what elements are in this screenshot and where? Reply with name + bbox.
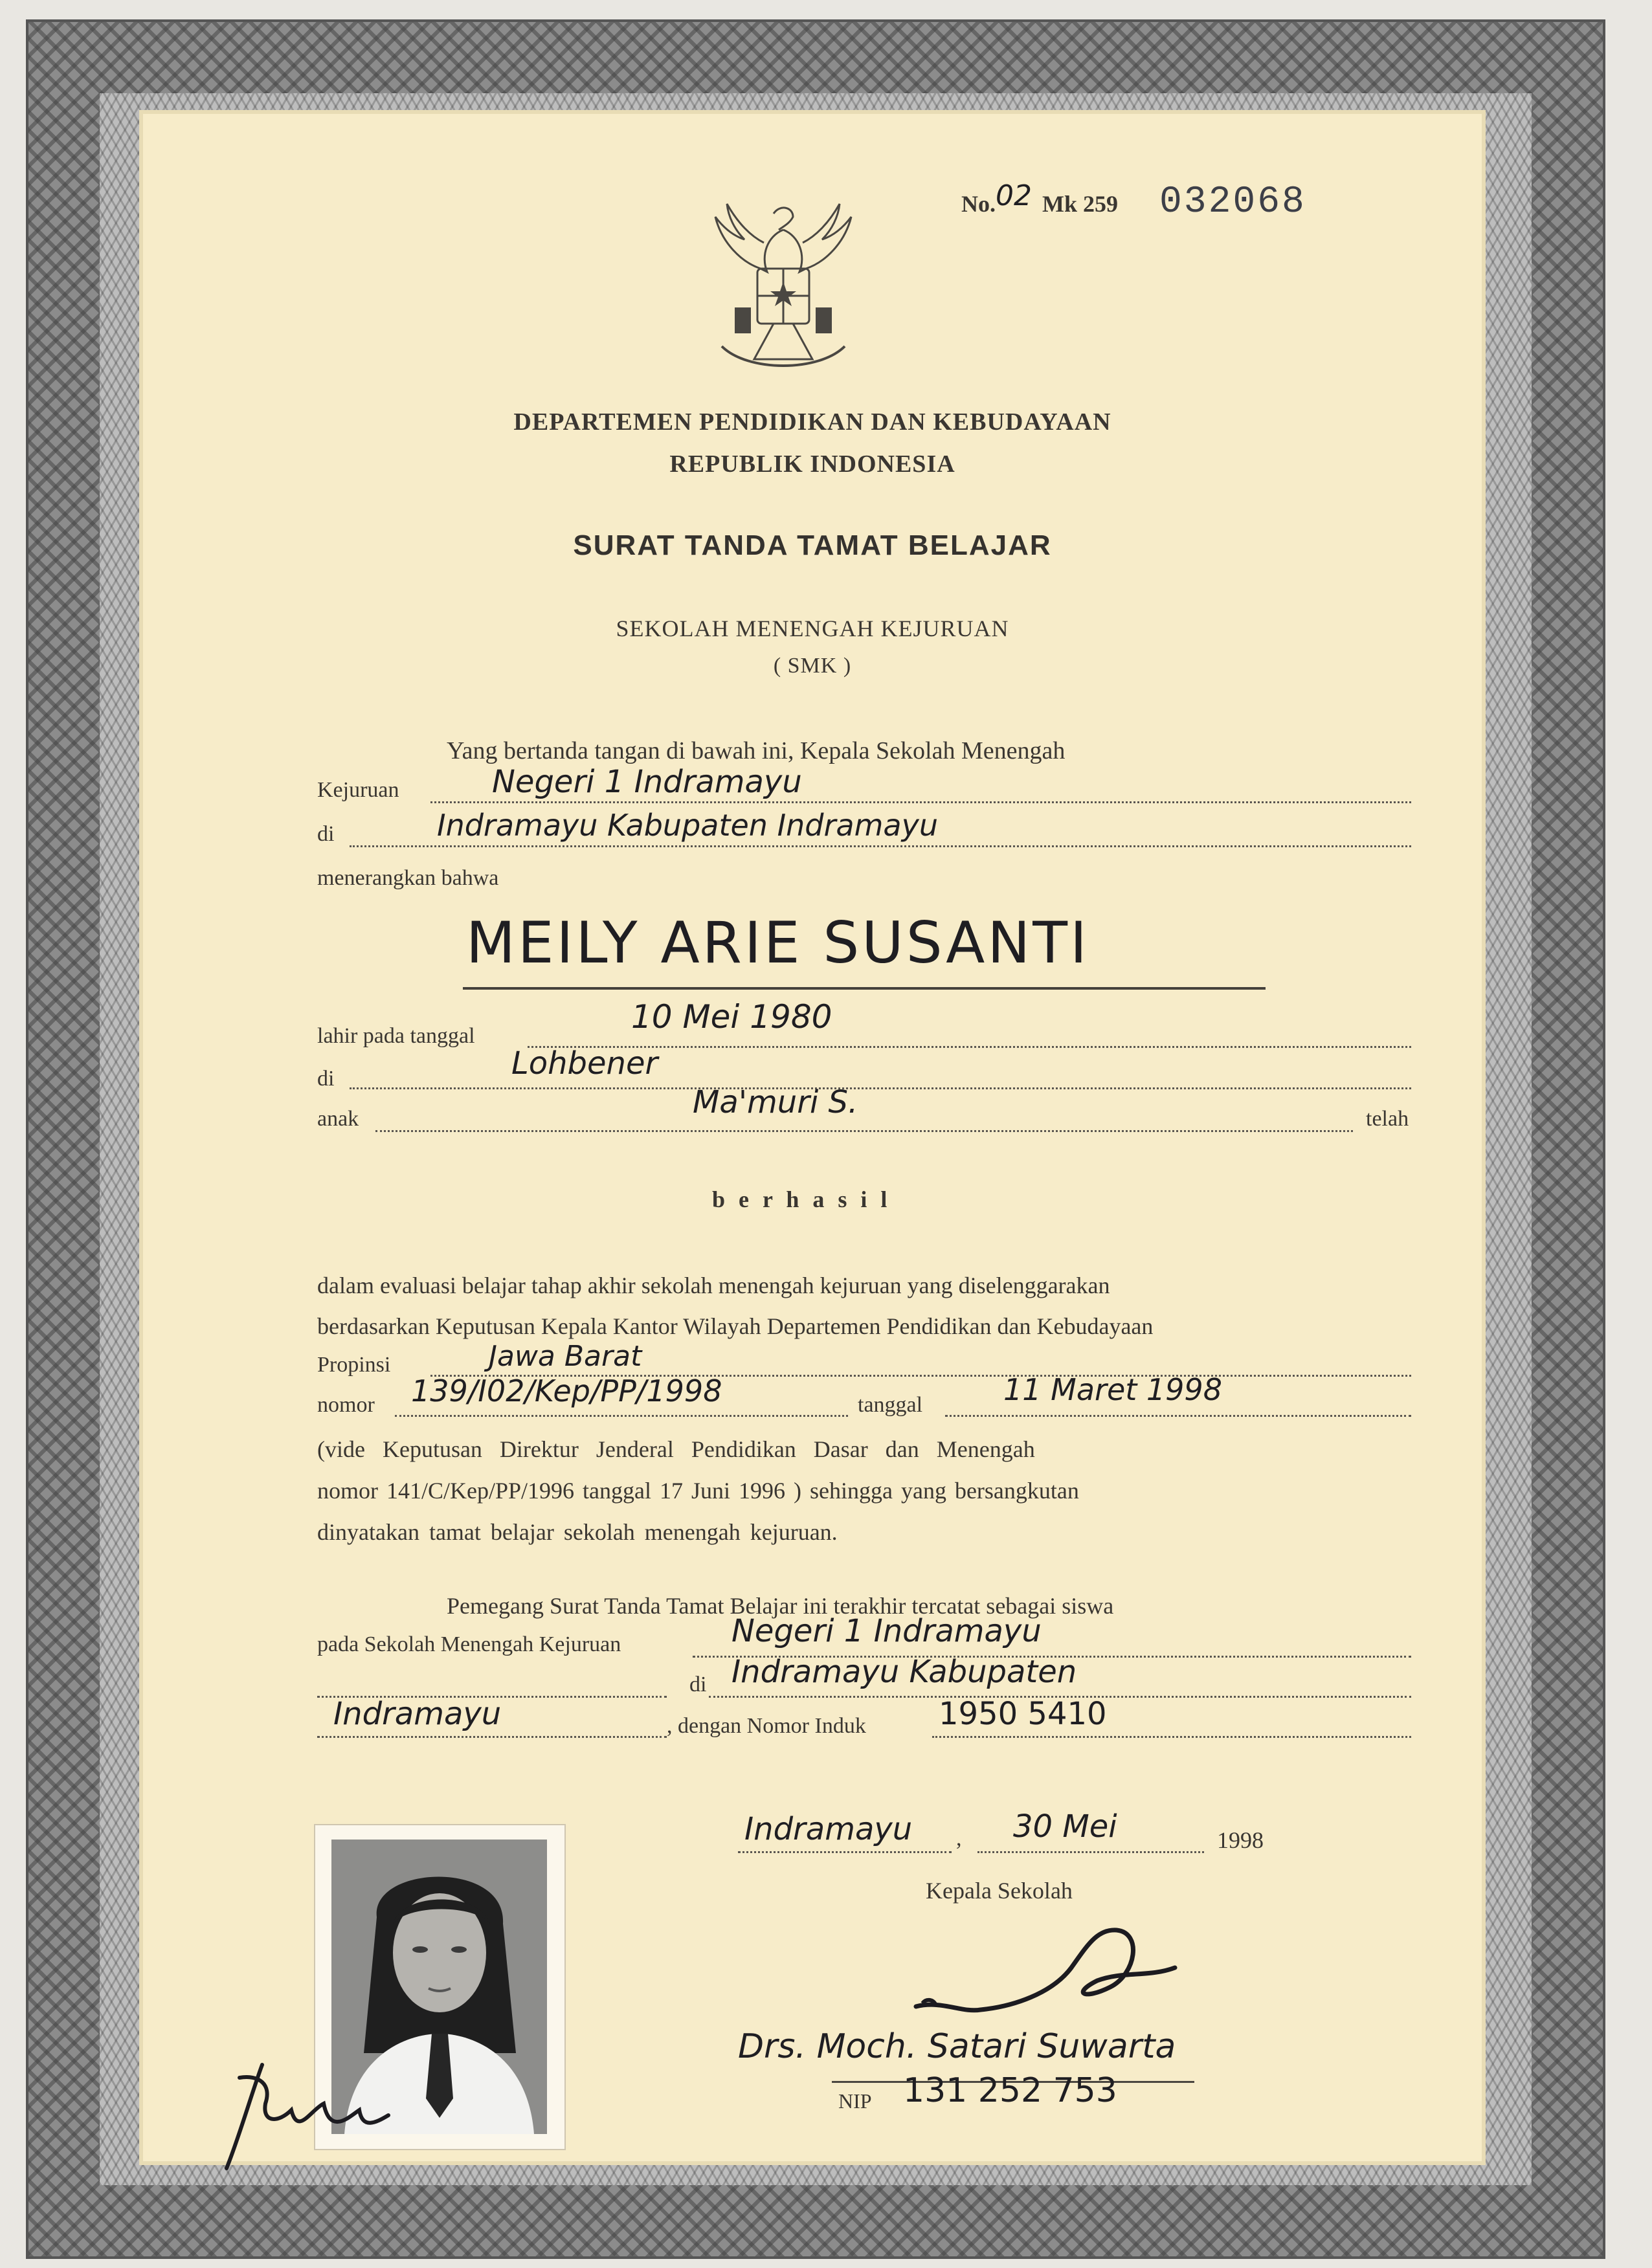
- dotted-line: [375, 1130, 1353, 1132]
- nomor-label: nomor: [317, 1393, 375, 1417]
- dotted-line: [317, 1736, 667, 1738]
- nip-label: NIP: [838, 2089, 872, 2113]
- intro-line: Yang bertanda tangan di bawah ini, Kepala Sekolah Menengah: [447, 737, 1066, 764]
- birth-place: Lohbener: [511, 1045, 658, 1082]
- nomor-value: 139/I02/Kep/PP/1998: [411, 1373, 722, 1408]
- vide-line-1: (vide Keputusan Direktur Jenderal Pendidikan Dasar dan Menengah: [317, 1436, 1035, 1462]
- dotted-line: [350, 1087, 1411, 1089]
- vide-line-2: nomor 141/C/Kep/PP/1996 tanggal 17 Juni 1996 ) sehingga yang bersangkutan: [317, 1478, 1079, 1504]
- kejuruan-value: Negeri 1 Indramayu: [492, 764, 802, 800]
- holder-line: Pemegang Surat Tanda Tamat Belajar ini terakhir tercatat sebagai siswa: [447, 1593, 1114, 1619]
- student-signature-icon: [201, 2039, 408, 2188]
- garuda-emblem-icon: [696, 191, 871, 385]
- child-label: anak: [317, 1107, 359, 1131]
- holder-school-value: Negeri 1 Indramayu: [731, 1613, 1042, 1649]
- signature-role: Kepala Sekolah: [926, 1878, 1073, 1904]
- di-value: Indramayu Kabupaten Indramayu: [437, 808, 938, 843]
- principal-signature-icon: [903, 1916, 1201, 2045]
- school-type-heading: SEKOLAH MENENGAH KEJURUAN: [616, 616, 1009, 641]
- telah-label: telah: [1366, 1107, 1409, 1131]
- ministry-heading: DEPARTEMEN PENDIDIKAN DAN KEBUDAYAAN: [513, 408, 1111, 436]
- holder-di-value: Indramayu Kabupaten: [731, 1654, 1077, 1690]
- propinsi-label: Propinsi: [317, 1353, 391, 1377]
- birth-label: lahir pada tanggal: [317, 1024, 475, 1048]
- dotted-line: [350, 845, 1411, 847]
- birth-date: 10 Mei 1980: [631, 998, 832, 1036]
- tanggal-value: 11 Maret 1998: [1003, 1372, 1222, 1407]
- induk-value: 1950 5410: [939, 1696, 1107, 1732]
- tanggal-label: tanggal: [858, 1393, 923, 1417]
- dotted-line: [528, 1046, 1411, 1048]
- parent-name: Ma'muri S.: [693, 1084, 858, 1120]
- dotted-line: [977, 1851, 1204, 1853]
- dotted-line: [932, 1736, 1411, 1738]
- menerangkan-label: menerangkan bahwa: [317, 866, 499, 890]
- school-type-abbr: ( SMK ): [773, 654, 852, 678]
- kejuruan-label: Kejuruan: [317, 778, 399, 802]
- signature-year: 1998: [1217, 1827, 1264, 1853]
- signatory-name: Drs. Moch. Satari Suwarta: [738, 2027, 1176, 2066]
- signature-date: 30 Mei: [1013, 1808, 1117, 1845]
- name-underline: [463, 987, 1266, 990]
- country-heading: REPUBLIK INDONESIA: [669, 450, 955, 478]
- nip-value: 131 252 753: [903, 2071, 1117, 2110]
- serial-number-value: 032068: [1159, 181, 1306, 223]
- birth-place-label: di: [317, 1067, 335, 1091]
- comma: ,: [956, 1827, 962, 1851]
- student-name: MEILY ARIE SUSANTI: [466, 909, 1089, 976]
- dotted-line: [945, 1415, 1411, 1417]
- result-text: b e r h a s i l: [712, 1186, 891, 1212]
- propinsi-value: Jawa Barat: [489, 1340, 642, 1373]
- dotted-line: [395, 1415, 848, 1417]
- induk-label: , dengan Nomor Induk: [667, 1714, 866, 1738]
- holder-school-label: pada Sekolah Menengah Kejuruan: [317, 1632, 621, 1656]
- serial-no-value: 02: [996, 179, 1032, 212]
- signature-place: Indramayu: [744, 1811, 913, 1847]
- dotted-line: [738, 1851, 952, 1853]
- dotted-line: [430, 801, 1411, 803]
- body-line-2: berdasarkan Keputusan Kepala Kantor Wilayah Departemen Pendidikan dan Kebudayaan: [317, 1313, 1154, 1339]
- serial-series: Mk 259: [1042, 191, 1118, 217]
- body-line-1: dalam evaluasi belajar tahap akhir sekolah menengah kejuruan yang diselenggarakan: [317, 1273, 1110, 1298]
- holder-di-label: di: [689, 1673, 707, 1696]
- serial-no-label: No.: [961, 191, 996, 217]
- holder-city-value: Indramayu: [333, 1696, 502, 1732]
- document-title: SURAT TANDA TAMAT BELAJAR: [573, 529, 1052, 561]
- di-label: di: [317, 822, 335, 846]
- serial-number: [961, 181, 1306, 223]
- vide-line-3: dinyatakan tamat belajar sekolah menengah kejuruan.: [317, 1519, 838, 1545]
